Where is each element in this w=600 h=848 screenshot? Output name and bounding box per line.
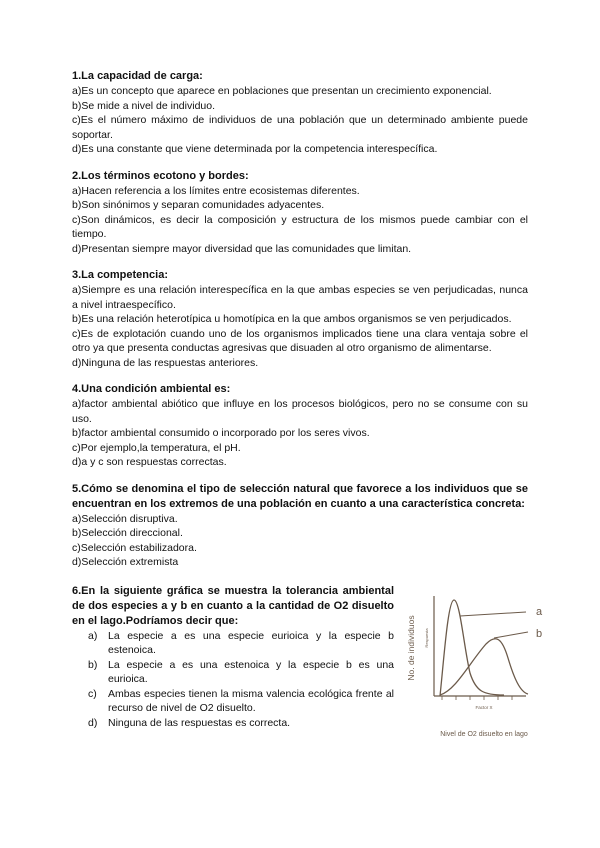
option-a: a)Selección disruptiva. [72,512,178,525]
y-axis-small-label: Respuesta [424,627,429,648]
tolerance-graph [404,578,564,748]
option-letter: c) [88,687,97,700]
x-axis-small-label: Factor X [475,704,493,710]
option-b [72,658,394,687]
question-title: 6.En la siguiente gráfica se muestra la tolerancia ambiental de dos especies a y b en cuanto a la cantidad de O2 disuelto en el lago.Podríamos decir que: [72,584,394,627]
option-d: d)Ninguna de las respuestas anteriores. [72,356,259,369]
question-title: 4.Una condición ambiental es: [72,383,231,395]
question-5 [72,482,528,570]
option-b: b)factor ambiental consumido o incorporado por los seres vivos. [72,427,370,439]
pointer-a [460,612,526,616]
tolerance-figure [404,578,564,748]
question-2 [72,169,528,257]
question-3 [72,268,528,370]
option-text: Ninguna de las respuestas es correcta. [108,716,291,729]
question-title: 2.Los términos ecotono y bordes: [72,169,249,182]
option-c: c)Es de explotación cuando uno de los organismos implicados tiene una clara ventaja sobre el otro ya que presenta conductas agresivas que disuaden al otro organismo de alimentarse. [72,327,528,354]
option-text: La especie a es una especie eurioica y la especie b estenoica. [108,629,394,656]
curve-b [440,638,528,694]
option-c: c)Son dinámicos, es decir la composición y estructura de los mismos puede cambiar con el tiempo. [72,213,528,240]
option-d: d)a y c son respuestas correctas. [72,456,227,468]
option-text: Ambas especies tienen la misma valencia ecológica frente al recurso de nivel de O2 disuelto. [108,687,394,714]
option-d: d)Es una constante que viene determinada por la competencia interespecífica. [72,143,438,155]
question-title: 3.La competencia: [72,269,168,281]
option-a [72,629,394,658]
option-b: b)Es una relación heterotípica u homotípica en la que ambos organismos se ven perjudicados. [72,313,512,325]
option-c [72,687,394,716]
x-axis-label: Nivel de O2 disuelto en lago [440,730,528,738]
option-letter: b) [88,658,98,671]
document-page [72,69,543,738]
option-a: a)Hacen referencia a los límites entre ecosistemas diferentes. [72,184,360,197]
option-b: b)Se mide a nivel de individuo. [72,99,216,112]
option-a: a)factor ambiental abiótico que influye en los procesos biológicos, pero no se consume con su uso. [72,398,528,425]
question-title: 5.Cómo se denomina el tipo de selección natural que favorece a los individuos que se encuentran en los extremos de una población en cuanto a una característica concreta: [72,482,528,510]
option-c: c)Es el número máximo de individuos de una población que un determinado ambiente puede soportar. [72,114,528,141]
option-b: b)Son sinónimos y separan comunidades adyacentes. [72,199,325,211]
option-a: a)Siempre es una relación interespecífica en la que ambas especies se ven perjudicadas, nunca a nivel intraespecífico. [72,284,528,311]
option-b: b)Selección direccional. [72,527,183,539]
option-c: c)Por ejemplo,la temperatura, el pH. [72,441,241,454]
option-d: d)Presentan siempre mayor diversidad que las comunidades que limitan. [72,242,412,255]
question-4 [72,382,528,470]
option-list [72,629,394,731]
label-a: a [536,605,543,618]
y-axis-label: No. de individuos [406,614,416,681]
question-6 [72,584,543,738]
question-1 [72,69,528,157]
label-b: b [536,627,543,640]
option-d [72,716,394,731]
option-c: c)Selección estabilizadora. [72,541,197,554]
pointer-b [494,632,528,638]
question-title: 1.La capacidad de carga: [72,70,203,82]
option-d: d)Selección extremista [72,556,179,568]
option-letter: a) [88,629,98,642]
option-a: a)Es un concepto que aparece en poblaciones que presentan un crecimiento exponencial. [72,85,492,97]
option-letter: d) [88,716,98,729]
question-6-text [72,584,394,731]
option-text: La especie a es una estenoica y la especie b es una eurioica. [108,658,394,685]
